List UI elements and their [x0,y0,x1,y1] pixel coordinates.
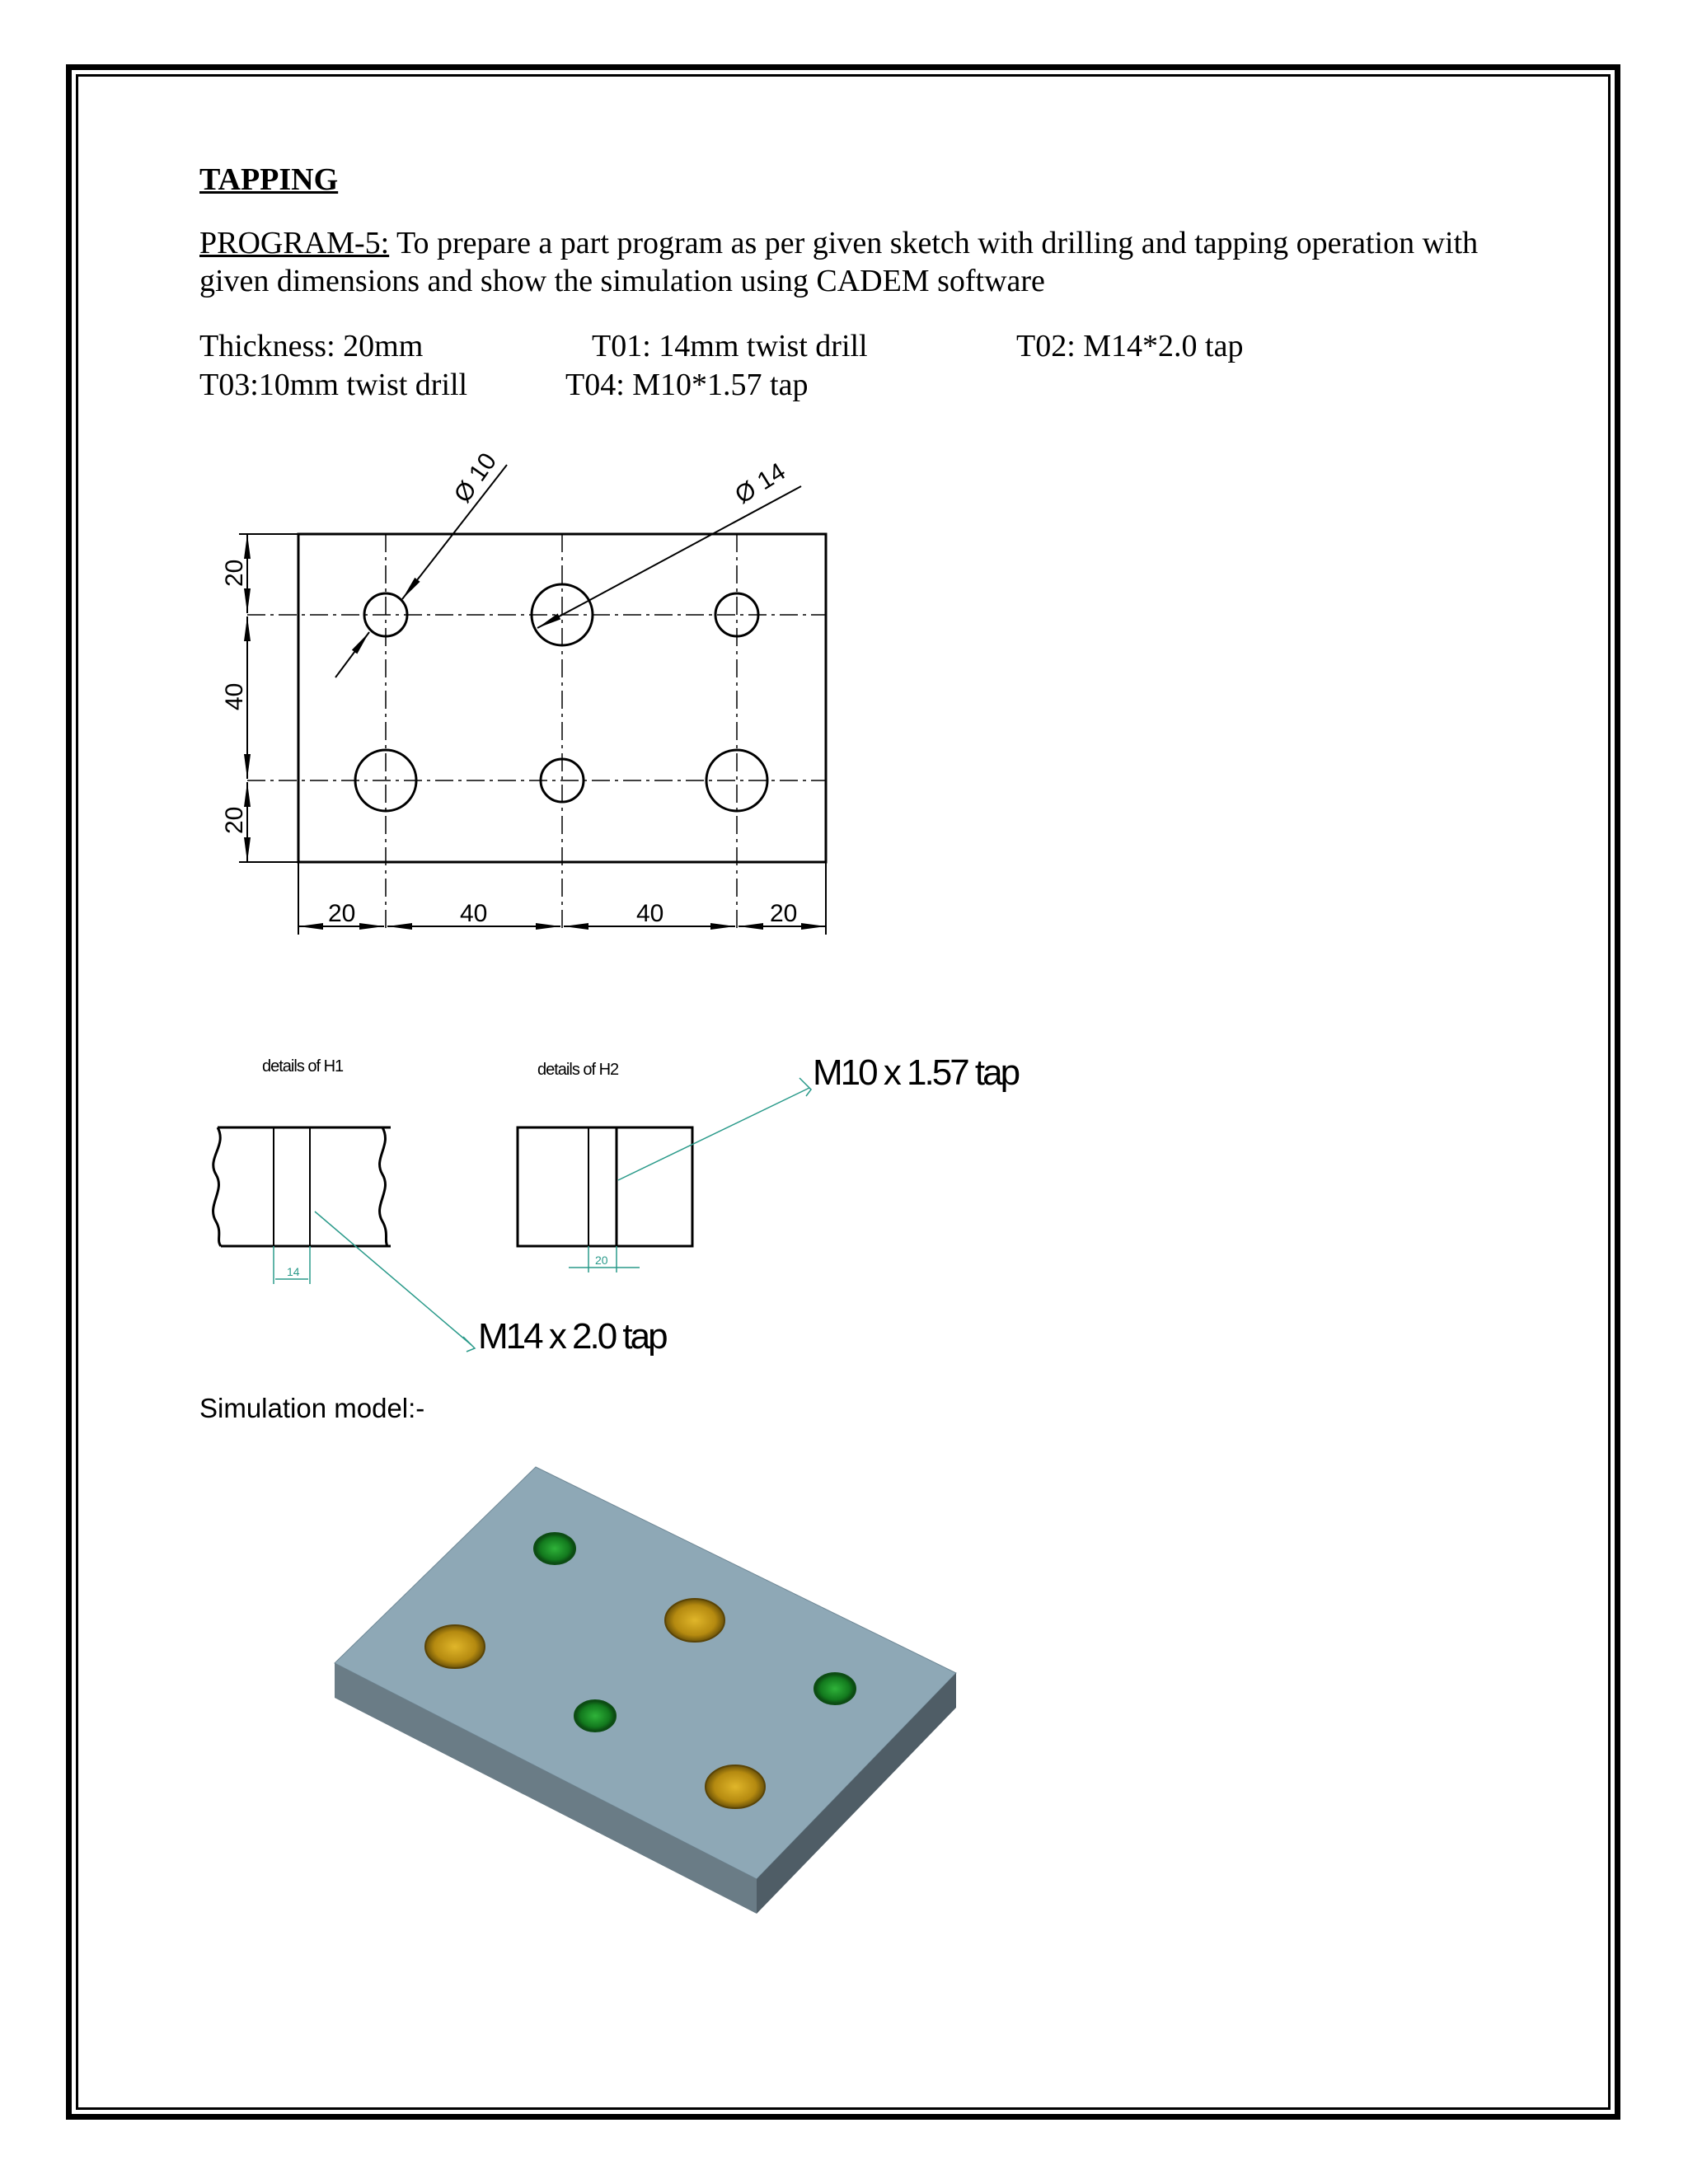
hole-m14-gold [665,1599,724,1642]
spec-t03: T03:10mm twist drill [199,368,468,402]
simulation-model [335,1467,956,1914]
dim-h-4: 20 [770,900,798,927]
dim-h-2: 40 [460,900,488,927]
m10-note: M10 x 1.57 tap [813,1052,1019,1093]
hole-m14-gold [706,1765,765,1808]
detail-h1-label: details of H1 [262,1057,344,1076]
spec-t04: T04: M10*1.57 tap [565,368,809,402]
hole-m14-gold [425,1625,485,1668]
program-text: To prepare a part program as per given sketch with drilling and tapping operation with given dimensions and show the simulation using CADEM software [199,226,1479,298]
hole-m10-green [534,1533,575,1564]
hole-m10-green [574,1700,616,1732]
detail-h2-label: details of H2 [537,1061,619,1079]
dia-14-leader [537,486,801,628]
detail-h2-dim-label: 20 [595,1254,608,1267]
simulation-label: Simulation model:- [199,1393,425,1423]
dim-v-3: 20 [221,806,248,834]
plate-top-face [335,1467,956,1879]
detail-h1-section [213,1127,391,1246]
holes [355,584,767,811]
dim-v-1: 20 [221,559,248,587]
m14-leader [315,1212,475,1352]
detail-h1-dim-label: 14 [287,1265,300,1278]
dim-v-2: 40 [221,682,248,710]
dim-h-3: 40 [636,900,664,927]
spec-t01: T01: 14mm twist drill [592,329,868,363]
m10-leader [618,1078,811,1180]
detail-h2-section [518,1127,692,1246]
page-title: TAPPING [199,162,339,197]
dim-h-1: 20 [328,900,356,927]
spec-thickness: Thickness: 20mm [199,329,424,363]
spec-t02: T02: M14*2.0 tap [1016,329,1244,363]
dia-14-label: Ø 14 [730,457,790,509]
dia-10-label: Ø 10 [448,448,503,509]
hole-m10-green [814,1673,856,1704]
m14-note: M14 x 2.0 tap [478,1316,666,1357]
program-label: PROGRAM-5: [199,226,390,260]
dia-10-leader [335,465,507,677]
